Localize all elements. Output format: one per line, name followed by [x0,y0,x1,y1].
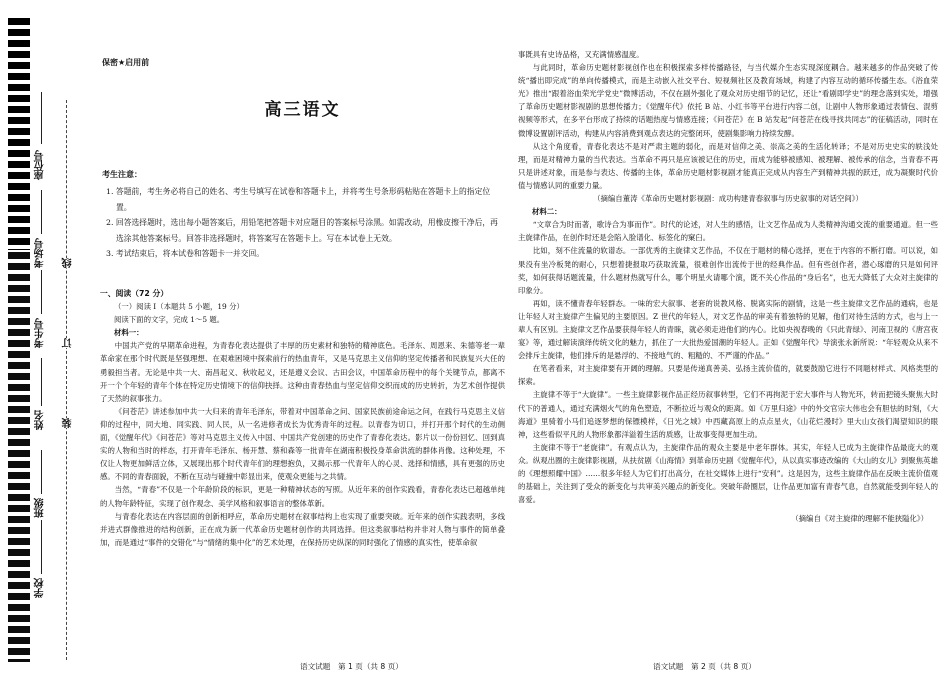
page-2 [518,0,938,688]
page-footer-right: 语文试题 第 2 页（共 8 页） [653,662,756,671]
paragraph: “文章合为时而著，歌诗合为事而作”。时代的论述，对人生的感悟，让文艺作品成为人类精神沟通交流的重要通道。但一些主旋律作品，在创作时还是会陷入脸谱化、标签化的窠臼。 [518,220,938,243]
exam-number-label: 考生号 [35,318,46,348]
cut-line [66,100,67,660]
reading-section [100,287,505,549]
school-label: 学校 [35,578,46,598]
note-item: 1. 答题前，考生务必将自己的姓名、考生号填写在试卷和答题卡上，并将考生号条形码粘贴在答题卡上的指定位置。 [106,187,491,212]
notes-list [106,184,502,262]
class-field [41,450,42,494]
paragraph: 主旋律不等于“老旋律”。有观点认为，主旋律作品的观众主要是中老年群体。其实，年轻人已成为主旋律作品最庞大的观众。纵观出圈的主旋律影视剧，从扶贫剧《山海情》到革命历史剧《觉醒年代》，从以真实事迹改编的《大山的女儿》到聚焦英雄的《理想照耀中国》……很多年轻人为它们打出高分，在社交媒体上进行“安利”。这是因为，这些主旋律作品在反映主流价值观的基础上，关注到了受众的新变化与共审美兴趣点的新变化。突破年龄圈层，让作品更加富有青春气息，自然就能受到年轻人的喜爱。 [518,442,938,505]
paragraph: 事既具有史诗品格，又充满情感温度。 [518,50,644,59]
binding-margin [0,0,95,688]
instruction: 阅读下面的文字，完成 1～5 题。 [114,315,225,325]
binding-stripes-top [8,18,30,250]
name-label: 姓名 [35,410,46,430]
note-item: 3. 考试结束后，将本试卷和答题卡一并交回。 [106,249,265,259]
paragraph: 从这个角度看，青春化表达不是对严肃主题的弱化，而是对信仰之美、崇高之美的生活化转译；不是对历史史实的轶浅处理，而是对精神力量的当代表达。当革命不再只是应该被记住的历史，而成为能够被感知、被理解、被传承的信念，当青春不再只是讲述对象，而是参与表达、传播的主体，革命历史题材影视剧才能真正完成从内容生产到精神共振的跃迁，成为凝聚时代价值与情感认同的重要力量。 [518,141,938,190]
paragraph: 主旋律不等于“大旋律”。一些主旋律影视作品正经历叙事转型，它们不再拘泥于宏大事件与人物光环，转而把镜头聚焦大时代下的普通人，通过充满烟火气的角色塑造，不断拉近与观众的距离。如《万里归途》中的外交官宗大伟也会有胆怯的时刻，《大海道》里骑着小马们追逐梦想的保镖模样，《日光之城》中西藏高原上的点点星火，《山花烂漫时》里大山女孩们渴望知识的眼神，这些看似平凡的人物形象都洋溢着生活的质感，让故事变得更加生动。 [518,390,938,439]
school-field [41,520,42,574]
seat-number-field [41,92,42,144]
source-citation-2: （摘编自《对主旋律的理解不能狭隘化》） [791,514,928,524]
reading-continued [518,48,938,525]
page-1 [100,0,505,688]
paragraph: 比如，刻不住流量的软谱态。一部优秀的主旋律文艺作品，不仅在于题材的精心选择，更在于内容的不断打磨。可以说，如果没有坐冷板凳的耐心，只想着捷报取巧获取流量，很难创作出流传于世的经典作品。但有些创作者，潜心琢磨的只是如何评奖，如何获得话题流量，什么题材热就写什么，哪个明星火请哪个演，既不关心作品的“身后名”，也无大降低了大众对主旋律的印象分。 [518,246,938,295]
paragraph: 再如，读不懂青春年轻群态。一味的宏大叙事、老套的说教风格、脱离实际的剧情，这是一些主旋律文艺作品的通病，也是让年轻人对主旋律产生偏见的主要原因。Z 世代的年轻人，对文艺作品的审美有着独特的见解，他们对待生活的方式，也与上一辈人有区别。主旋律文艺作品要获得年轻人的青睐，就必须走进他们的内心。比如央视春晚的《只此青绿》、河南卫视的《唐宫夜宴》等，通过解读演绎传统文化的魅力，抓住了一大批热爱国潮的年轻人。正如《觉醒年代》导演张永新所说：“年轻观众从来不会排斥主旋律，他们排斥的是悬浮的、不接地气的、粗糙的、不严谨的作品。” [518,298,938,361]
paragraph: 中国共产党的早期革命进程，为青春化表达提供了丰厚的历史素材和独特的精神底色。毛泽东、周恩来、朱德等老一辈革命家在那个时代既是坚强理想、在艰难困境中探索前行的热血青年，又是马克思主义信仰的坚定传播者和民族复兴大任的勇毅担当者。无论是中共一大、南昌起义、秋收起义，还是遵义会议、古田会议，中国革命历程中的每个关键节点，都离不开一个个年轻的青年个体在特定历史情境下的信仰抉择。这种由青春热血与坚定信仰交织而成的历史转折，为艺术创作提供了天然的叙事张力。 [100,341,505,403]
section-heading: 一、阅读（72 分） [100,289,169,298]
note-item: 2. 回答选择题时，选出每小题答案后，用铅笔把答题卡对应题目的答案标号涂黑。如需改动，用橡皮擦干净后，再选涂其他答案标号。回答非选择题时，将答案写在答题卡上。写在本试卷上无效。 [106,218,498,243]
exam-room-label: 考场号 [35,238,46,268]
paragraph: 当然，“青春”不仅是一个年龄阶段的标识，更是一种精神状态的写照。从近年来的创作实践看，青春化表达已超越单纯的人物年龄特征，实现了创作观念、美学风格和叙事语言的整体革新。 [100,485,505,508]
exam-title: 高三语文 [264,100,341,120]
binding-stripes-bottom [8,252,30,662]
seat-number-label: 座位号 [35,150,46,180]
confidential-mark: 保密★启用前 [102,58,150,67]
exam-room-field [41,190,42,234]
paragraph: 与青春化表达在内容层面的创新相呼应，革命历史题材在叙事结构上也实现了重要突破。近年来的创作实践表明，多线并进式群像推进的结构创新，正在成为新一代革命历史题材创作的共同选择。但这类叙事结构并非对人物与事件的简单叠加，而是通过“事件的交错化”与“情绪的集中化”的艺术处理，在保持历史纵深的同时强化了情感的真实性，使革命叙 [100,511,505,547]
paragraph: 在笔者看来，对主旋律要有开阔的理解。只要是传递真善美、弘扬主流价值的，就要鼓励它进行不同题材样式、风格类型的探索。 [518,364,938,387]
cut-word-mount: 装 [63,418,74,428]
material-2-heading: 材料二： [532,207,562,217]
paragraph: 《问苍茫》讲述参加中共一大归来的青年毛泽东，带着对中国革命之问、国家民族前途命运之问，在践行马克思主义信仰的过程中，同大地、同实践、同人民，从一名进修者成长为优秀青年的过程。以青春为切口，并打开那个时代的生动侧面，《觉醒年代》《问苍茫》等对马克思主义传入中国、中国共产党创建的历史作了青春化表达。影片以一份份回忆、回到真实的人物和当时的样态，打开青年毛泽东、杨开慧、蔡和森等一批青年在湖南积极投身革命洪流的群体肖像。这种处理，不仅让人物更加鲜活立体，又展现出那个时代青年们的理想抱负，又揭示那一代青年人的心灵、选择和情感，具有更强的历史感。不同的青春面貌，不断在互动与碰撞中彰显出来，使观众更能与之共情。 [100,406,505,482]
subsection-heading: （一）阅读 Ⅰ（本题共 5 小题，19 分） [114,302,244,312]
notes-heading: 考生注意： [102,170,142,179]
paragraph: 与此同时，革命历史题材影视创作也在积极探索多样传播路径，与当代媒介生态实现深度耦合。越来越多的作品突破了传统“播出即完成”的单向传播模式，而是主动嵌入社交平台、短视频社区及教育场域，构建了内容互动的循环传播生态。《浴血荣光》推出“跟着浴血荣光学党史”微博活动，不仅在剧外强化了观众对历史细节的记忆，还让“看剧即学史”的理念落到实处，增强了革命历史题材影视剧的思想传播力；《觉醒年代》依托 B 站、小红书等平台进行内容二创，让剧中人物形象通过表情包、混剪视频等形式，在多平台形成了持续的话题热度与情感连接；《问苍茫》在 B 站发起“问苍茫在线寻找共同志”的征稿活动，同时在微博设置剧评活动，构建从内容消费到观点表达的完整闭环，使剧集影响力持续发酵。 [518,63,938,138]
page-footer-left: 语文试题 第 1 页（共 8 页） [300,662,403,671]
source-citation-1: （摘编自董涛《革命历史题材影视剧：成功构建青春叙事与历史叙事的对话空间》） [593,194,863,204]
cut-word-line: 线 [63,258,74,268]
exam-number-field [41,270,42,314]
name-field [41,358,42,406]
material-1-heading: 材料一： [114,328,144,338]
class-label: 班级 [35,498,46,518]
cut-word-bind: 订 [63,338,74,348]
